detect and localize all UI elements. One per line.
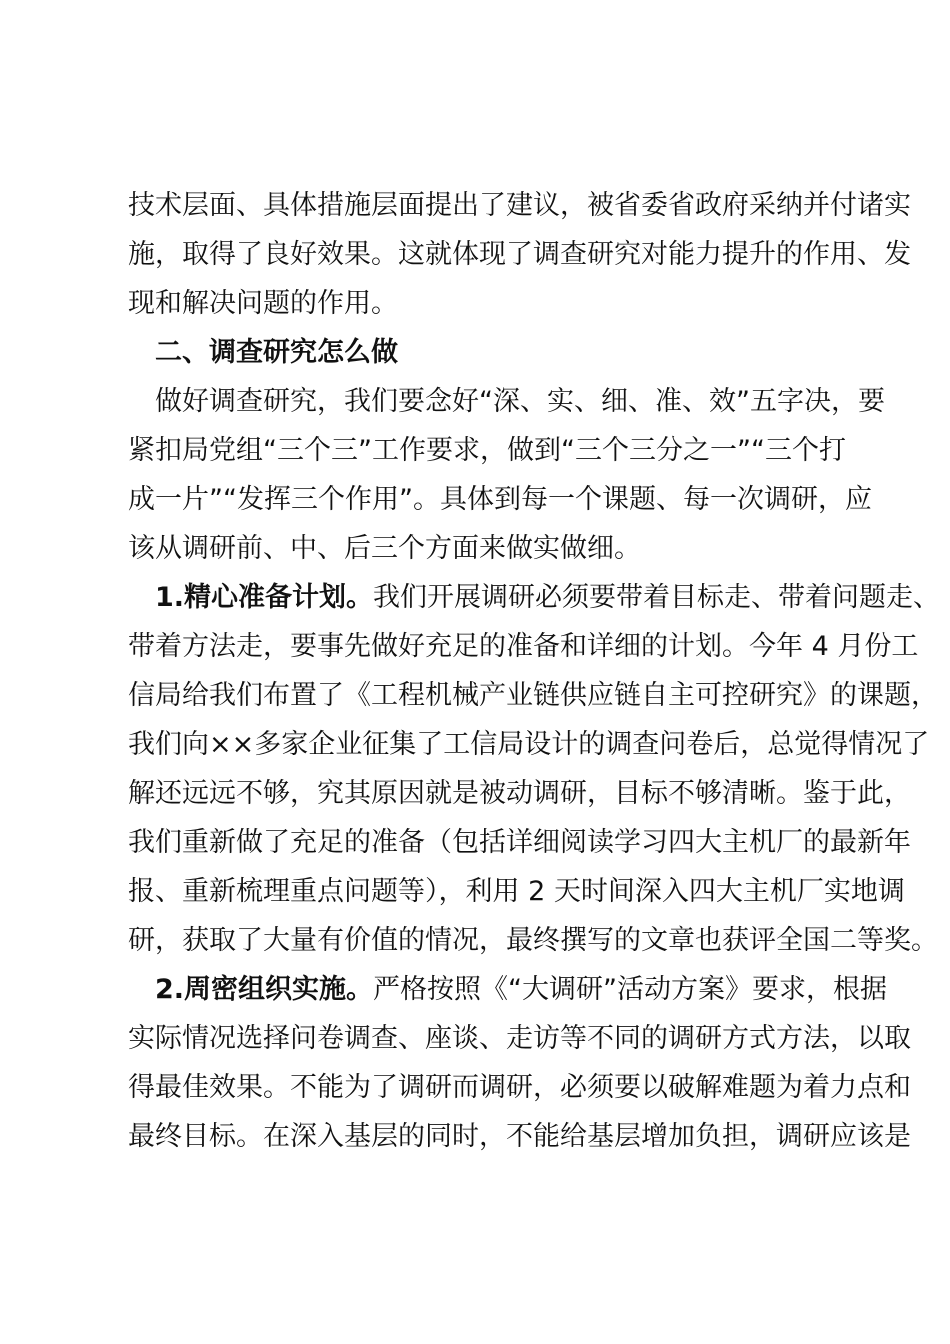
text-line: 报、重新梳理重点问题等），利用 2 天时间深入四大主机厂实地调 <box>128 876 905 907</box>
text-line <box>128 965 888 1014</box>
item-text: 严格按照《“大调研”活动方案》要求，根据 <box>373 974 888 1005</box>
item-lead: 1.精心准备计划。 <box>155 582 374 613</box>
text-line: 最终目标。在深入基层的同时，不能给基层增加负担，调研应该是 <box>128 1121 911 1152</box>
text-line: 得最佳效果。不能为了调研而调研，必须要以破解难题为着力点和 <box>128 1072 911 1103</box>
text-line: 施，取得了良好效果。这就体现了调查研究对能力提升的作用、发 <box>128 239 911 270</box>
text-line: 紧扣局党组“三个三”工作要求，做到“三个三分之一”“三个打 <box>128 435 846 466</box>
text-line: 成一片”“发挥三个作用”。具体到每一个课题、每一次调研，应 <box>128 484 872 515</box>
text-line: 该从调研前、中、后三个方面来做实做细。 <box>128 533 641 564</box>
item-lead: 2.周密组织实施。 <box>155 974 374 1005</box>
text-line: 解还远远不够，究其原因就是被动调研，目标不够清晰。鉴于此， <box>128 778 911 809</box>
paragraph-item-1 <box>128 573 941 965</box>
text-line: 信局给我们布置了《工程机械产业链供应链自主可控研究》的课题， <box>128 680 938 711</box>
paragraph-item-2 <box>128 965 911 1161</box>
paragraph-method-intro <box>128 377 885 573</box>
section-heading: 二、调查研究怎么做 <box>155 337 398 368</box>
text-line: 我们重新做了充足的准备（包括详细阅读学习四大主机厂的最新年 <box>128 827 911 858</box>
text-line: 做好调查研究，我们要念好“深、实、细、准、效”五字决，要 <box>155 386 885 417</box>
item-text: 我们开展调研必须要带着目标走、带着问题走、 <box>373 582 941 613</box>
document-body <box>128 181 941 1161</box>
text-line: 现和解决问题的作用。 <box>128 288 398 319</box>
text-line: 技术层面、具体措施层面提出了建议，被省委省政府采纳并付诸实 <box>128 190 911 221</box>
paragraph-impact <box>128 181 911 328</box>
text-line: 我们向××多家企业征集了工信局设计的调查问卷后，总觉得情况了 <box>128 729 930 760</box>
text-line: 实际情况选择问卷调查、座谈、走访等不同的调研方式方法，以取 <box>128 1023 911 1054</box>
text-line: 带着方法走，要事先做好充足的准备和详细的计划。今年 4 月份工 <box>128 631 919 662</box>
text-line: 研，获取了大量有价值的情况，最终撰写的文章也获评全国二等奖。 <box>128 925 938 956</box>
text-line <box>128 573 941 622</box>
